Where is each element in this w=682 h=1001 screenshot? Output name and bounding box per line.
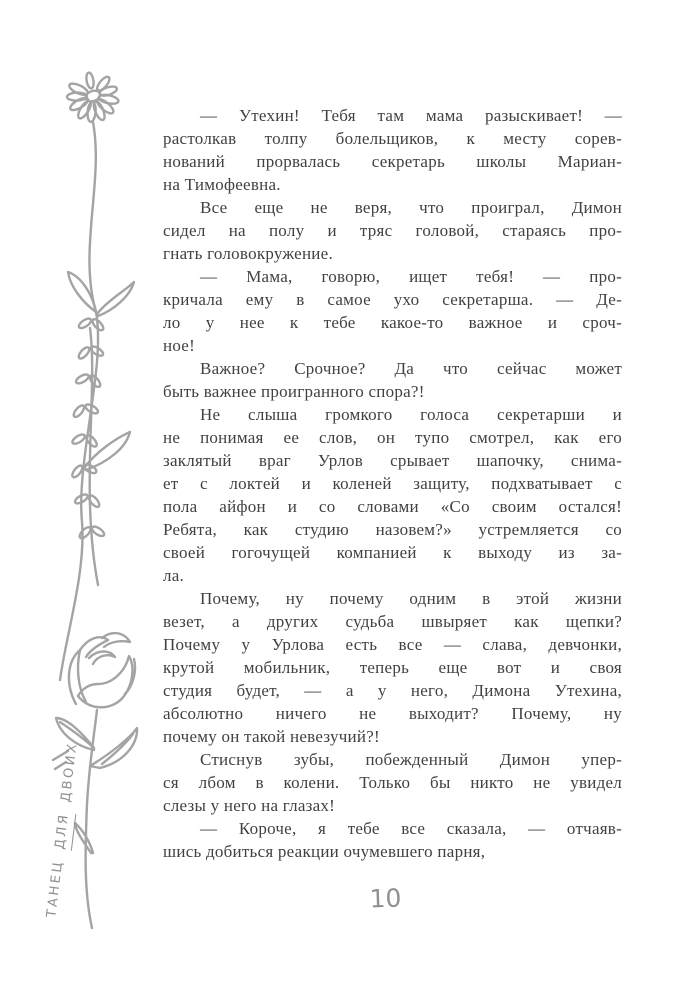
page-text	[163, 104, 622, 863]
paragraph	[163, 403, 622, 587]
text-line: почему он такой невезучий?!	[163, 727, 380, 746]
series-title-word-1: ТАНЕЦ	[43, 859, 66, 919]
series-title-vertical	[38, 724, 86, 936]
text-line: — Утехин! Тебя там мама разыскивает! —	[200, 106, 622, 125]
paragraph	[163, 817, 622, 863]
text-line: Не слыша громкого голоса секретарши и	[200, 405, 622, 424]
text-line: гнать головокружение.	[163, 244, 333, 263]
text-line: кричала ему в самое ухо секретарша. — Де-	[163, 290, 622, 309]
text-line: ное!	[163, 336, 196, 355]
paragraph	[163, 265, 622, 357]
paragraph	[163, 104, 622, 196]
text-line: ло у нее к тебе какое-то важное и сроч-	[163, 313, 622, 332]
text-line: нований прорвалась секретарь школы Мариан-	[163, 152, 622, 171]
text-line: абсолютно ничего не выходит? Почему, ну	[163, 704, 622, 723]
text-line: Почему у Урлова есть все — слава, девчонки,	[163, 635, 622, 654]
series-title-text	[44, 741, 80, 919]
text-line: слезы у него на глазах!	[163, 796, 336, 815]
text-line: заклятый враг Урлов срывает шапочку, снима-	[163, 451, 622, 470]
text-line: быть важнее проигранного спора?!	[163, 382, 425, 401]
text-line: Ребята, как студию назовем?» устремляется со	[163, 520, 622, 539]
text-line: крутой мобильник, теперь еще вот и своя	[163, 658, 622, 677]
text-line: — Мама, говорю, ищет тебя! — про-	[200, 267, 622, 286]
text-line: своей гогочущей компанией к выходу из за-	[163, 543, 622, 562]
text-line: растолкав толпу болельщиков, к месту сорев-	[163, 129, 622, 148]
text-line: ет с локтей и коленей защиту, подхватывает с	[163, 474, 622, 493]
paragraph	[163, 587, 622, 748]
text-line: — Короче, я тебе все сказала, — отчаяв-	[200, 819, 622, 838]
text-line: не понимая ее слов, он тупо смотрел, как его	[163, 428, 622, 447]
text-line: ся лбом в колени. Только бы никто не увидел	[163, 773, 622, 792]
text-line: везет, а других судьба швыряет как щепки?	[163, 612, 622, 631]
text-line: Все еще не веря, что проиграл, Димон	[200, 198, 622, 217]
text-line: сидел на полу и тряс головой, стараясь про-	[163, 221, 622, 240]
text-line: пола айфон и со словами «Со своим остался!	[163, 497, 622, 516]
paragraph	[163, 748, 622, 817]
daisy-flower-icon	[60, 72, 134, 680]
text-line: шись добиться реакции очумевшего парня,	[163, 842, 486, 861]
text-line: ла.	[163, 566, 185, 585]
series-title-word-2: ДЛЯ	[52, 812, 72, 851]
text-line: Стиснув зубы, побежденный Димон упер-	[200, 750, 622, 769]
page-number: 10	[369, 883, 402, 914]
text-line: Важное? Срочное? Да что сейчас может	[200, 359, 622, 378]
series-title-word-3: ДВОИХ	[57, 741, 81, 804]
text-line: студия будет, — а у него, Димона Утехина,	[163, 681, 622, 700]
text-line: Почему, ну почему одним в этой жизни	[200, 589, 622, 608]
paragraph	[163, 196, 622, 265]
paragraph	[163, 357, 622, 403]
text-line: на Тимофеевна.	[163, 175, 281, 194]
